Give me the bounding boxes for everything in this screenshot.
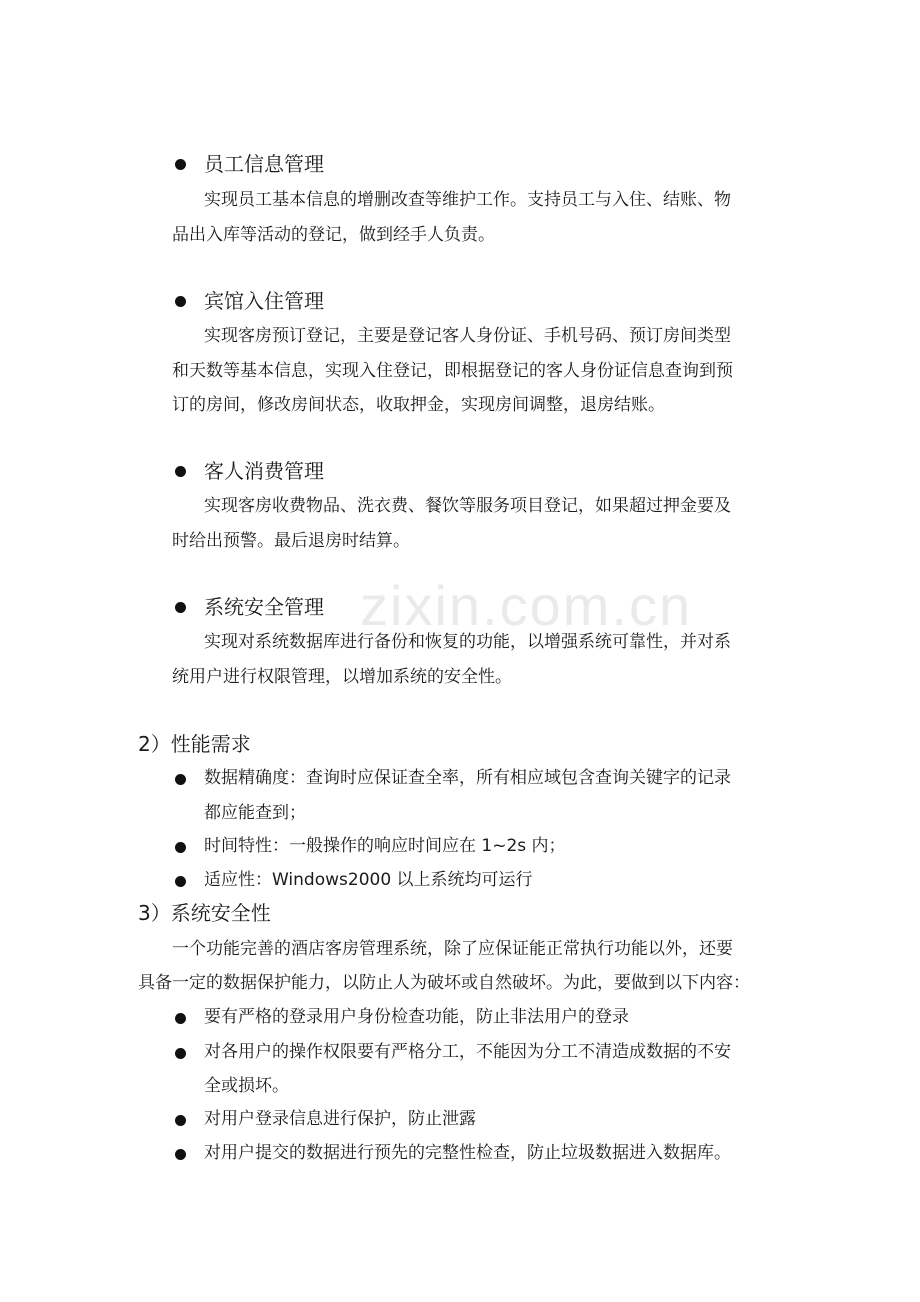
- section-heading-system-security: 3）系统安全性: [138, 901, 271, 925]
- paragraph-line: 时给出预警。最后退房时结算。: [172, 531, 410, 551]
- paragraph-line: 实现对系统数据库进行备份和恢复的功能，以增强系统可靠性，并对系: [204, 632, 731, 652]
- bullet-icon: [175, 876, 186, 887]
- paragraph-line: 具备一定的数据保护能力，以防止人为破坏或自然破坏。为此，要做到以下内容：: [138, 973, 750, 993]
- section-heading-consume: 客人消费管理: [204, 459, 324, 483]
- paragraph-line: 一个功能完善的酒店客房管理系统，除了应保证能正常执行功能以外，还要: [172, 939, 733, 959]
- list-item: 时间特性：一般操作的响应时间应在 1~2s 内；: [204, 836, 566, 856]
- bullet-icon: [175, 159, 186, 170]
- section-heading-security-mgmt: 系统安全管理: [204, 595, 324, 619]
- paragraph-line: 品出入库等活动的登记，做到经手人负责。: [172, 225, 495, 245]
- list-item: 对各用户的操作权限要有严格分工，不能因为分工不清造成数据的不安: [204, 1042, 731, 1062]
- bullet-icon: [175, 1048, 186, 1059]
- paragraph-line: 实现客房收费物品、洗衣费、餐饮等服务项目登记，如果超过押金要及: [204, 496, 731, 516]
- paragraph-line: 和天数等基本信息，实现入住登记，即根据登记的客人身份证信息查询到预: [172, 361, 733, 381]
- list-item: 适应性：Windows2000 以上系统均可运行: [204, 870, 533, 890]
- list-item: 对用户登录信息进行保护，防止泄露: [204, 1109, 476, 1129]
- bullet-icon: [175, 1013, 186, 1024]
- list-item: 要有严格的登录用户身份检查功能，防止非法用户的登录: [204, 1007, 629, 1027]
- bullet-icon: [175, 774, 186, 785]
- section-heading-checkin: 宾馆入住管理: [204, 289, 324, 313]
- section-heading-performance: 2）性能需求: [138, 732, 251, 756]
- bullet-icon: [175, 466, 186, 477]
- bullet-icon: [175, 1115, 186, 1126]
- bullet-icon: [175, 296, 186, 307]
- list-item: 数据精确度：查询时应保证查全率，所有相应域包含查询关键字的记录: [204, 768, 731, 788]
- section-heading-staff: 员工信息管理: [204, 152, 324, 176]
- paragraph-line: 订的房间，修改房间状态，收取押金，实现房间调整，退房结账。: [172, 395, 665, 415]
- list-item-continuation: 都应能查到；: [204, 803, 306, 823]
- paragraph-line: 统用户进行权限管理，以增加系统的安全性。: [172, 667, 512, 687]
- paragraph-line: 实现客房预订登记，主要是登记客人身份证、手机号码、预订房间类型: [204, 326, 731, 346]
- list-item-continuation: 全或损坏。: [204, 1076, 289, 1096]
- bullet-icon: [175, 842, 186, 853]
- list-item: 对用户提交的数据进行预先的完整性检查，防止垃圾数据进入数据库。: [204, 1143, 731, 1163]
- watermark: zixin.com.cn: [360, 574, 693, 637]
- bullet-icon: [175, 1149, 186, 1160]
- bullet-icon: [175, 602, 186, 613]
- paragraph-line: 实现员工基本信息的增删改查等维护工作。支持员工与入住、结账、物: [204, 190, 731, 210]
